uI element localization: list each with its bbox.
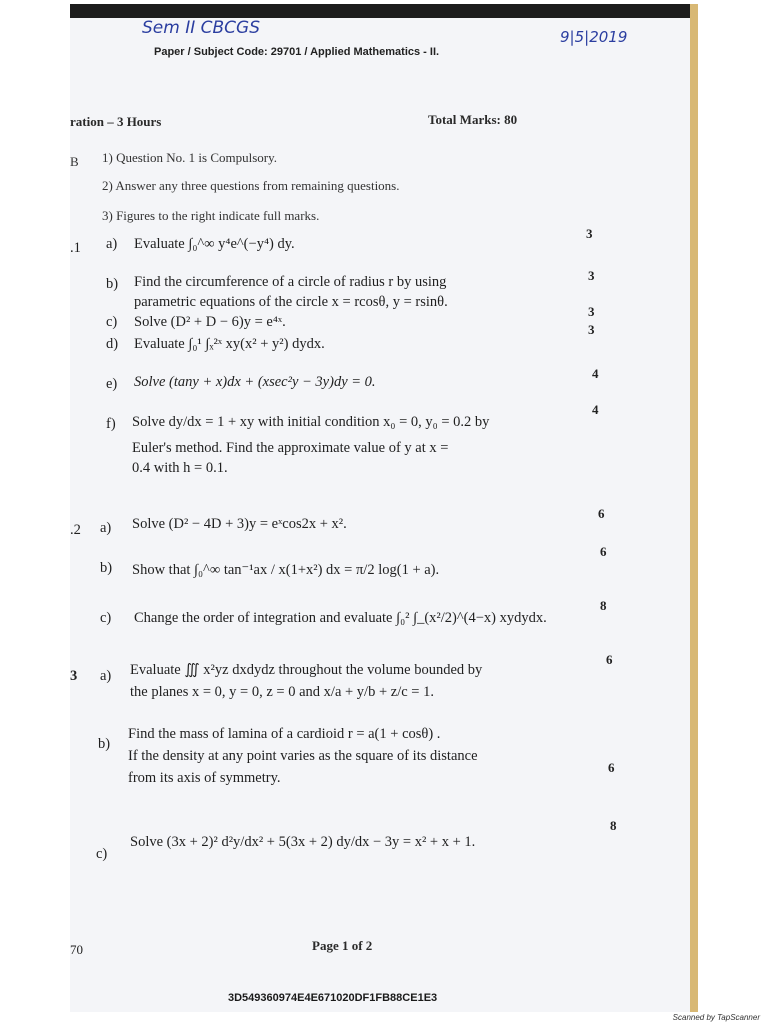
- handwritten-semester: Sem II CBCGS: [142, 18, 261, 38]
- duration: ration – 3 Hours: [70, 114, 162, 129]
- q1a-letter: a): [106, 236, 118, 252]
- q3b-marks: 6: [608, 760, 615, 775]
- q1f-line3: 0.4 with h = 0.1.: [132, 460, 228, 476]
- q1b-line2: parametric equations of the circle x = rcosθ, y = rsinθ.: [134, 294, 448, 310]
- instruction-2: 2) Answer any three questions from remaining questions.: [102, 178, 400, 193]
- question-3-label: 3: [70, 668, 78, 684]
- q1f-marks: 4: [592, 402, 599, 417]
- q1f-line1: Solve dy/dx = 1 + xy with initial condition x₀ = 0, y₀ = 0.2 by: [132, 414, 490, 430]
- q3c-text: Solve (3x + 2)² d²y/dx² + 5(3x + 2) dy/dx − 3y = x² + x + 1.: [130, 834, 476, 850]
- q3b-line1: Find the mass of lamina of a cardioid r = a(1 + cosθ) .: [128, 726, 441, 742]
- paper-code: Paper / Subject Code: 29701 / Applied Mathematics - II.: [154, 46, 440, 58]
- instruction-3: 3) Figures to the right indicate full marks.: [102, 208, 320, 223]
- footer-fragment: 70: [70, 942, 83, 957]
- q2c-marks: 8: [600, 598, 607, 613]
- q2c-letter: c): [100, 610, 112, 626]
- q3b-letter: b): [98, 736, 111, 752]
- handwritten-date: 9|5|2019: [560, 28, 628, 46]
- q3a-line1: Evaluate ∭ x²yz dxdydz throughout the volume bounded by: [130, 662, 483, 678]
- q1e-letter: e): [106, 376, 118, 392]
- q1a-text: Evaluate ∫₀^∞ y⁴e^(−y⁴) dy.: [134, 236, 295, 252]
- q1c-letter: c): [106, 314, 118, 330]
- q2b-letter: b): [100, 560, 113, 576]
- q2b-marks: 6: [600, 544, 607, 559]
- page-number: Page 1 of 2: [312, 938, 373, 953]
- scanner-watermark: Scanned by TapScanner: [672, 1013, 760, 1022]
- question-1-label: .1: [70, 240, 81, 256]
- question-2-label: .2: [70, 522, 81, 538]
- q1e-text: Solve (tany + x)dx + (xsec²y − 3y)dy = 0.: [134, 374, 376, 390]
- q2a-marks: 6: [598, 506, 605, 521]
- q1f-line2: Euler's method. Find the approximate value of y at x =: [132, 440, 449, 456]
- exam-paper: [70, 4, 698, 1012]
- q1b-letter: b): [106, 276, 119, 292]
- total-marks: Total Marks: 80: [428, 112, 518, 127]
- q3b-line3: from its axis of symmetry.: [128, 770, 281, 786]
- q1c-text: Solve (D² + D − 6)y = e⁴ˣ.: [134, 314, 286, 330]
- q3c-letter: c): [96, 846, 108, 862]
- scan-shadow: [70, 4, 698, 18]
- q2c-text: Change the order of integration and evaluate ∫₀² ∫_(x²/2)^(4−x) xydydx.: [134, 610, 547, 626]
- q1d-text: Evaluate ∫₀¹ ∫ₓ²ˣ xy(x² + y²) dydx.: [134, 336, 325, 352]
- q3a-line2: the planes x = 0, y = 0, z = 0 and x/a + y/b + z/c = 1.: [130, 684, 434, 700]
- q3c-marks: 8: [610, 818, 617, 833]
- document-code: 3D549360974E4E671020DF1FB88CE1E3: [228, 992, 438, 1004]
- q1a-marks: 3: [586, 226, 593, 241]
- q2a-letter: a): [100, 520, 112, 536]
- q2a-text: Solve (D² − 4D + 3)y = eˣcos2x + x².: [132, 516, 347, 532]
- q3a-marks: 6: [606, 652, 613, 667]
- q3b-line2: If the density at any point varies as the square of its distance: [128, 748, 478, 764]
- instructions-margin: B: [70, 154, 79, 169]
- instruction-1: 1) Question No. 1 is Compulsory.: [102, 150, 278, 165]
- q1f-letter: f): [106, 416, 116, 432]
- q3a-letter: a): [100, 668, 112, 684]
- q1d-marks: 3: [588, 322, 595, 337]
- q1b-line1: Find the circumference of a circle of radius r by using: [134, 274, 447, 290]
- paper-edge: [690, 4, 698, 1012]
- q1e-marks: 4: [592, 366, 599, 381]
- q2b-text: Show that ∫₀^∞ tan⁻¹ax / x(1+x²) dx = π/2 log(1 + a).: [132, 562, 440, 578]
- q1b-marks: 3: [588, 268, 595, 283]
- q1c-marks: 3: [588, 304, 595, 319]
- q1d-letter: d): [106, 336, 119, 352]
